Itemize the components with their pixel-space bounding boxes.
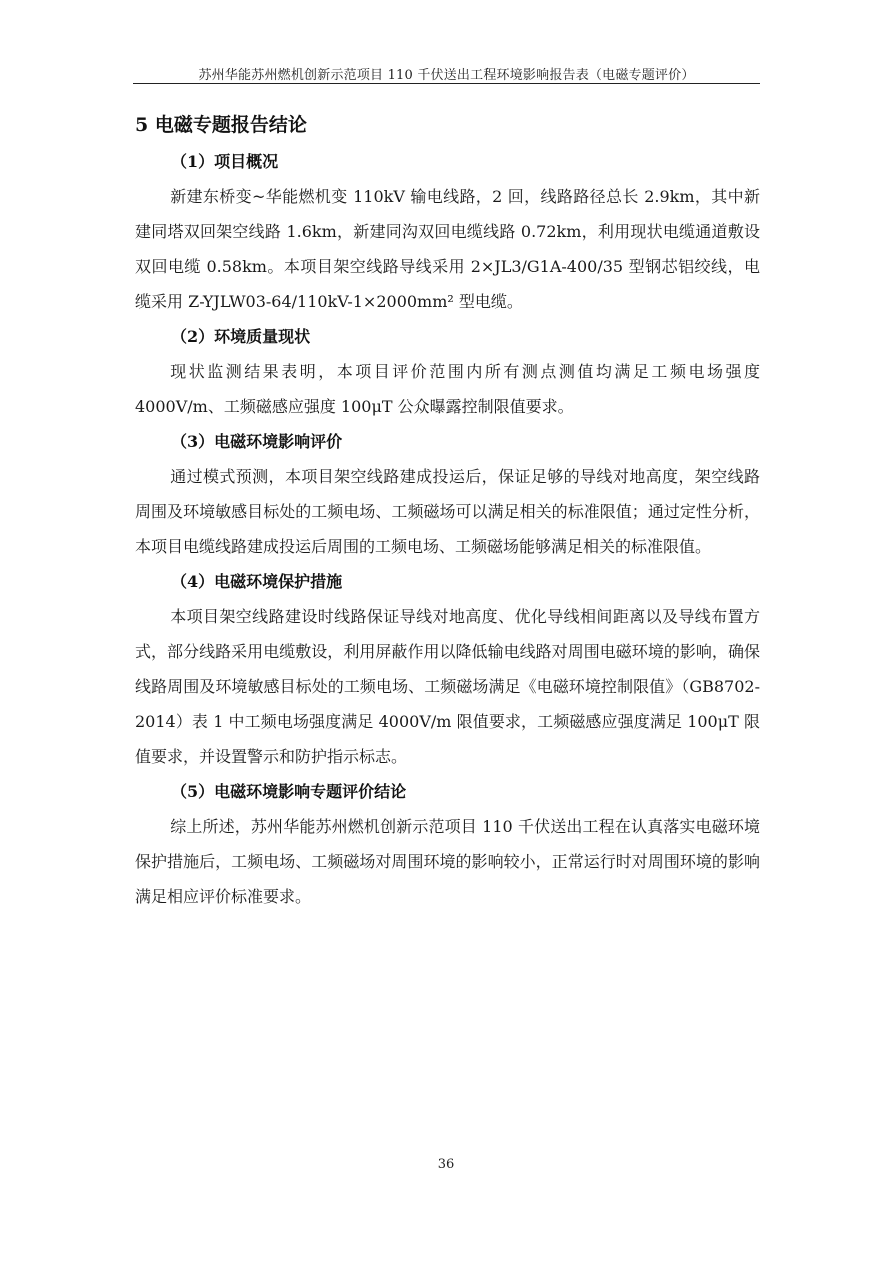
subsection-conclusion bbox=[135, 774, 760, 914]
paragraph: 通过模式预测，本项目架空线路建成投运后，保证足够的导线对地高度，架空线路周围及环境敏感目标处的工频电场、工频磁场可以满足相关的标准限值；通过定性分析，本项目电缆线路建成投运后周围的工频电场、工频磁场能够满足相关的标准限值。 bbox=[135, 467, 760, 556]
section-title: 5 电磁专题报告结论 bbox=[135, 114, 307, 136]
paragraph: 综上所述，苏州华能苏州燃机创新示范项目 110 千伏送出工程在认真落实电磁环境保护措施后，工频电场、工频磁场对周围环境的影响较小，正常运行时对周围环境的影响满足相应评价标准要求。 bbox=[135, 817, 760, 906]
subsection-heading: （5）电磁环境影响专题评价结论 bbox=[171, 782, 407, 801]
paragraph: 现状监测结果表明，本项目评价范围内所有测点测值均满足工频电场强度 4000V/m、工频磁感应强度 100μT 公众曝露控制限值要求。 bbox=[135, 362, 760, 416]
page-number: 36 bbox=[437, 1157, 455, 1172]
subsection-impact-assessment bbox=[135, 424, 760, 564]
subsection-environment-status bbox=[135, 319, 760, 424]
running-header: 苏州华能苏州燃机创新示范项目 110 千伏送出工程环境影响报告表（电磁专题评价） bbox=[198, 68, 695, 83]
paragraph: 本项目架空线路建设时线路保证导线对地高度、优化导线相间距离以及导线布置方式，部分线路采用电缆敷设，利用屏蔽作用以降低输电线路对周围电磁环境的影响，确保线路周围及环境敏感目标处的工频电场、工频磁场满足《电磁环境控制限值》（GB8702-2014）表 1 中工频电场强度满足 4000V/m 限值要求，工频磁感应强度满足 100μT 限值要求，并设置警示和防护指示标志。 bbox=[135, 607, 760, 766]
subsection-project-overview bbox=[135, 144, 760, 319]
subsection-heading: （1）项目概况 bbox=[171, 152, 279, 171]
subsection-protection-measures bbox=[135, 564, 760, 774]
section-body bbox=[135, 144, 760, 914]
subsection-heading: （3）电磁环境影响评价 bbox=[171, 432, 343, 451]
subsection-heading: （2）环境质量现状 bbox=[171, 327, 311, 346]
subsection-heading: （4）电磁环境保护措施 bbox=[171, 572, 343, 591]
header-rule bbox=[133, 83, 760, 84]
paragraph: 新建东桥变~华能燃机变 110kV 输电线路，2 回，线路路径总长 2.9km，其中新建同塔双回架空线路 1.6km，新建同沟双回电缆线路 0.72km，利用现状电缆通道敷设双回电缆 0.58km。本项目架空线路导线采用 2×JL3/G1A-400/35 型钢芯铝绞线，电缆采用 Z-YJLW03-64/110kV-1×2000mm² 型电缆。 bbox=[135, 187, 760, 311]
